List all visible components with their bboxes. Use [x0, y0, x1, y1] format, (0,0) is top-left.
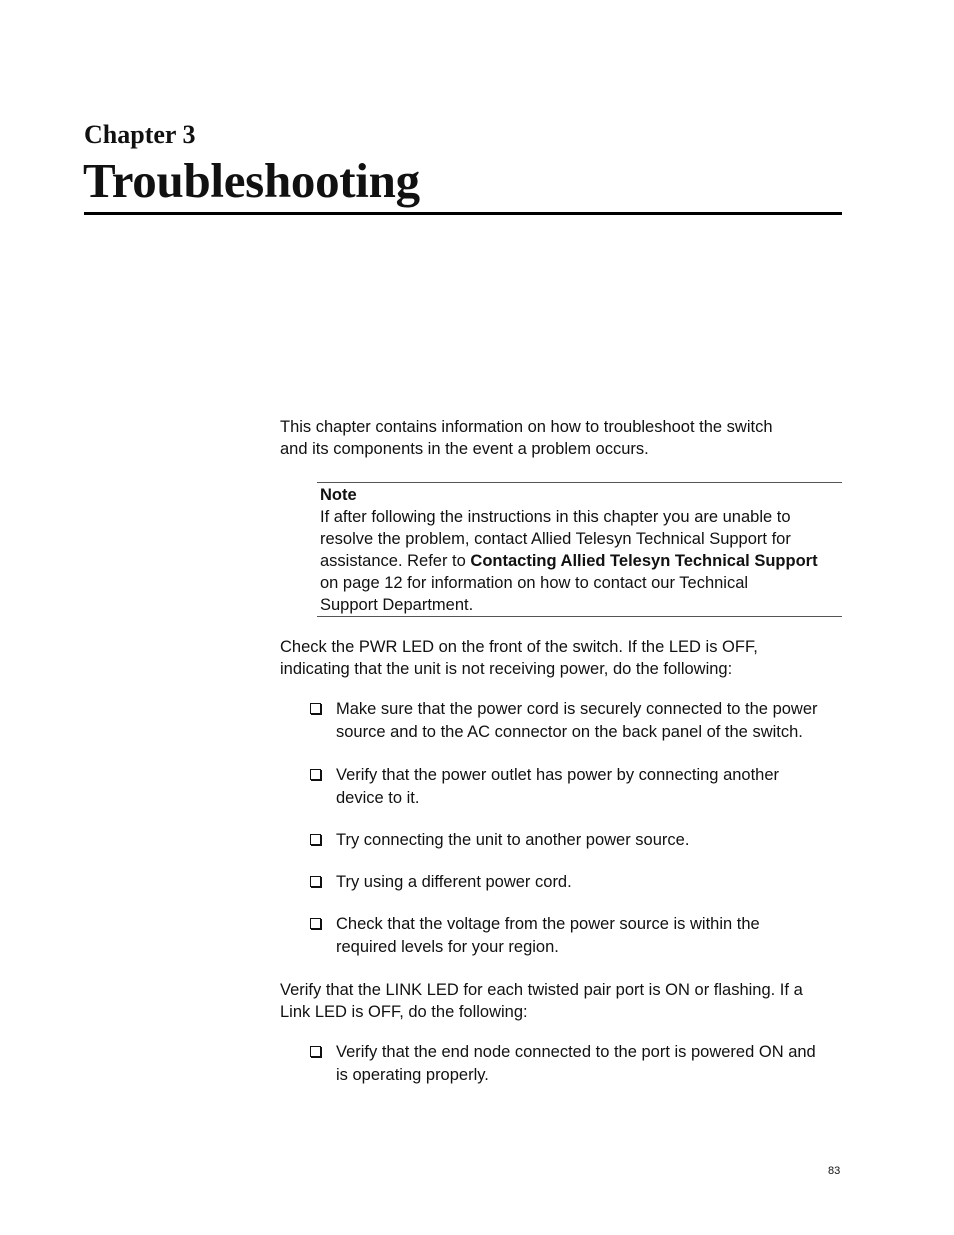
note-line: resolve the problem, contact Allied Telesyn Technical Support for — [320, 530, 791, 548]
note-box — [317, 482, 842, 617]
checkbox-icon — [310, 834, 321, 845]
link-line: Link LED is OFF, do the following: — [280, 1003, 528, 1021]
chapter-label: Chapter 3 — [84, 120, 196, 149]
checkbox-icon — [310, 1046, 321, 1057]
list-item-text — [336, 913, 760, 959]
link-line: Verify that the LINK LED for each twisted pair port is ON or flashing. If a — [280, 981, 803, 999]
list-item-text — [336, 829, 689, 852]
checkbox-icon — [310, 703, 321, 714]
list-item-line: Check that the voltage from the power source is within the — [336, 915, 760, 933]
intro-line: This chapter contains information on how to troubleshoot the switch — [280, 418, 773, 436]
note-content — [320, 484, 818, 616]
chapter-title: Troubleshooting — [83, 153, 420, 208]
pwr-line: Check the PWR LED on the front of the switch. If the LED is OFF, — [280, 638, 758, 656]
checkbox-icon — [310, 876, 321, 887]
checkbox-icon — [310, 918, 321, 929]
list-item-line: required levels for your region. — [336, 938, 559, 956]
list-item-line: Verify that the end node connected to the port is powered ON and — [336, 1043, 816, 1061]
list-item-text — [336, 764, 779, 810]
note-heading: Note — [320, 486, 357, 504]
list-item-text — [336, 871, 572, 894]
checkbox-icon — [310, 769, 321, 780]
page-number: 83 — [828, 1165, 841, 1177]
list-item-line: Try using a different power cord. — [336, 873, 572, 891]
note-line: Support Department. — [320, 596, 474, 614]
list-item-text — [336, 1041, 816, 1087]
intro-line: and its components in the event a problem occurs. — [280, 440, 649, 458]
note-line: If after following the instructions in this chapter you are unable to — [320, 508, 791, 526]
pwr-led-paragraph — [280, 636, 758, 680]
intro-paragraph — [280, 416, 773, 460]
list-item-line: device to it. — [336, 789, 420, 807]
link-led-paragraph — [280, 979, 803, 1023]
list-item-line: Make sure that the power cord is securely connected to the power — [336, 700, 818, 718]
list-item-line: source and to the AC connector on the back panel of the switch. — [336, 723, 803, 741]
pwr-line: indicating that the unit is not receiving power, do the following: — [280, 660, 733, 678]
list-item-line: Try connecting the unit to another power source. — [336, 831, 690, 849]
list-item-line: is operating properly. — [336, 1066, 489, 1084]
title-divider — [84, 212, 842, 215]
note-line: assistance. Refer to — [320, 552, 471, 570]
list-item-line: Verify that the power outlet has power by connecting another — [336, 766, 780, 784]
cross-reference-link[interactable]: Contacting Allied Telesyn Technical Support — [470, 552, 818, 570]
list-item-text — [336, 698, 818, 744]
note-line: on page 12 for information on how to contact our Technical — [320, 574, 749, 592]
